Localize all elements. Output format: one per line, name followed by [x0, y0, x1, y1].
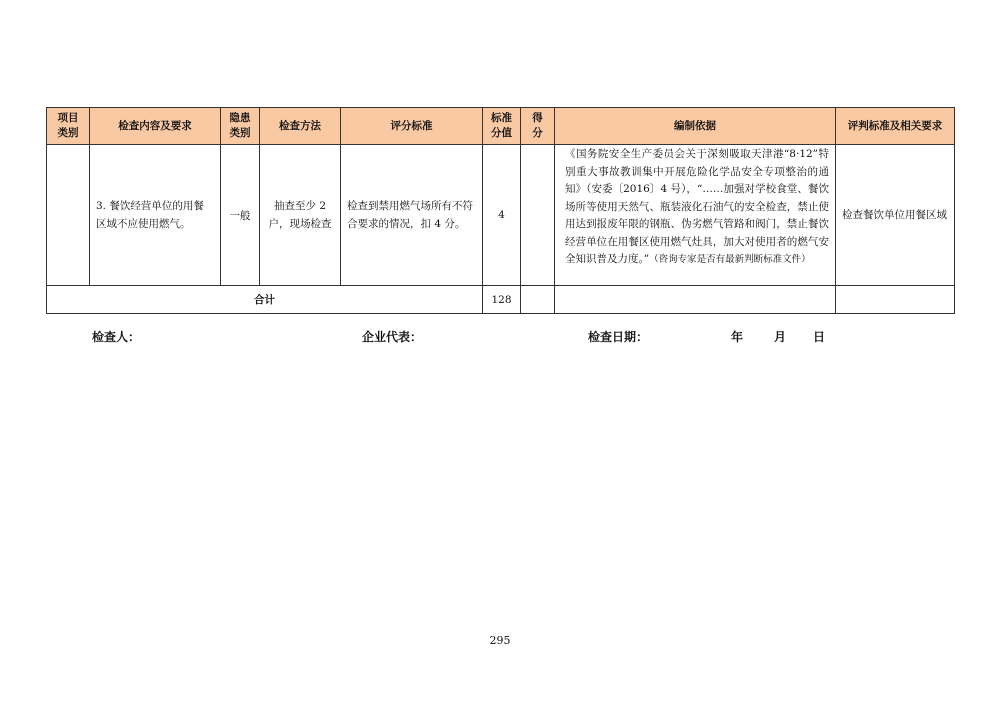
- cell-content: 3. 餐饮经营单位的用餐区域不应使用燃气。: [90, 145, 221, 286]
- cell-criteria: 检查餐饮单位用餐区域: [836, 145, 955, 286]
- header-scoring: 评分标准: [341, 108, 483, 145]
- enterprise-rep-label: 企业代表：: [362, 330, 423, 344]
- total-row: [47, 286, 955, 314]
- page-number: 295: [489, 634, 511, 647]
- cell-score: [521, 145, 555, 286]
- total-score-cell: [521, 286, 555, 314]
- header-basis: 编制依据: [555, 108, 836, 145]
- total-label: 合计: [47, 286, 483, 314]
- date-day: 日: [813, 330, 826, 344]
- cell-hazard-category: 一般: [221, 145, 260, 286]
- inspection-date-label: 检查日期：: [588, 330, 649, 344]
- inspector-label: 检查人：: [92, 330, 141, 344]
- table-row: [47, 145, 955, 286]
- header-item-category: 项目 类别: [47, 108, 90, 145]
- header-method: 检查方法: [260, 108, 341, 145]
- date-year: 年: [731, 330, 744, 344]
- cell-basis: [555, 145, 836, 286]
- total-basis-cell: [555, 286, 836, 314]
- header-hazard-category: 隐患 类别: [221, 108, 260, 145]
- header-standard-score: 标准 分值: [483, 108, 521, 145]
- header-row: [47, 108, 955, 145]
- basis-main-text: 《国务院安全生产委员会关于深刻吸取天津港“8·12”特别重大事故教训集中开展危险化学品安全专项整治的通知》（安委〔2016〕4 号），“……加强对学校食堂、餐饮场所等使用天然气、瓶装液化石油气的安全检查，禁止使用达到报废年限的钢瓶、伪劣燃气管路和阀门，禁止餐饮经营单位在用餐区使用燃气灶具，加大对使用者的燃气安全知识普及力度。”: [565, 148, 829, 265]
- date-month: 月: [774, 330, 787, 344]
- cell-method: 抽查至少 2 户，现场检查: [260, 145, 341, 286]
- cell-item-category: [47, 145, 90, 286]
- header-content: 检查内容及要求: [90, 108, 221, 145]
- basis-note-text: （咨询专家是否有最新判断标准文件）: [649, 254, 811, 265]
- header-criteria: 评判标准及相关要求: [836, 108, 955, 145]
- header-score: 得 分: [521, 108, 555, 145]
- cell-scoring: 检查到禁用燃气场所有不符合要求的情况，扣 4 分。: [341, 145, 483, 286]
- total-criteria-cell: [836, 286, 955, 314]
- total-value: 128: [483, 286, 521, 314]
- cell-standard-score: 4: [483, 145, 521, 286]
- inspection-table: [46, 107, 955, 314]
